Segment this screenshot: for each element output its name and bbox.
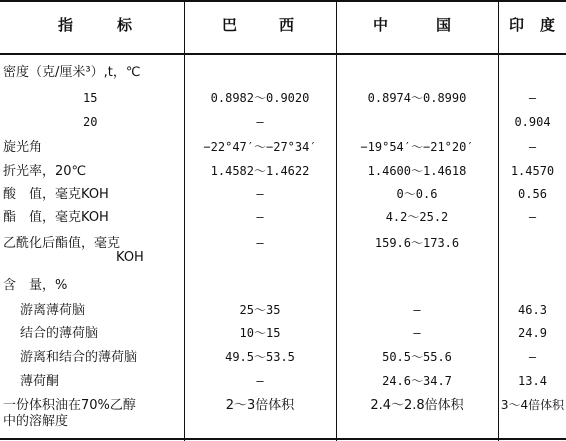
cell-china: 50.5～55.6 xyxy=(382,350,452,364)
cell-brazil: 25～35 xyxy=(239,303,281,317)
row-label-free-menthol: 游离薄荷脑 xyxy=(20,303,86,318)
row-label-density: 密度（克/厘米³）,t，℃ xyxy=(3,65,141,80)
cell-india: — xyxy=(528,350,537,364)
cell-india: 24.9 xyxy=(518,326,547,340)
row-label-refractive-index: 折光率，20℃ xyxy=(3,164,87,179)
row-label-density-20: 20 xyxy=(83,115,98,129)
cell-china: — xyxy=(413,326,421,340)
cell-brazil: — xyxy=(256,374,264,388)
row-label-acetylated-ester: 乙酰化后酯值，毫克 xyxy=(3,236,121,251)
header-china xyxy=(373,18,451,33)
cell-brazil: 1.4582～1.4622 xyxy=(210,164,310,178)
cell-india: 46.3 xyxy=(518,303,547,317)
cell-brazil: −22°47′～−27°34′ xyxy=(203,140,317,154)
table-bottom-rule xyxy=(0,438,566,440)
cell-china: 1.4600～1.4618 xyxy=(367,164,467,178)
cell-brazil: 2～3倍体积 xyxy=(225,398,295,413)
header-china-char: 国 xyxy=(436,16,452,34)
cell-brazil: 49.5～53.5 xyxy=(225,350,295,364)
cell-brazil: — xyxy=(256,187,264,201)
cell-india: 3～4倍体积 xyxy=(500,398,565,412)
header-bottom-rule xyxy=(0,53,566,55)
cell-india: 0.56 xyxy=(518,187,547,201)
row-label-solubility: 一份体积油在70%乙醇 xyxy=(3,398,136,413)
row-label-free-and-bound: 游离和结合的薄荷脑 xyxy=(20,350,138,365)
row-label-solubility-line2: 中的溶解度 xyxy=(3,414,69,429)
cell-china: — xyxy=(413,303,421,317)
cell-brazil: — xyxy=(256,236,264,250)
cell-china: 4.2～25.2 xyxy=(385,210,449,224)
row-label-menthone: 薄荷酮 xyxy=(20,374,60,389)
cell-china: 0～0.6 xyxy=(396,187,438,201)
row-label-density-15: 15 xyxy=(83,91,98,105)
cell-brazil: — xyxy=(256,115,264,129)
header-indicator xyxy=(58,18,132,33)
cell-india: 0.904 xyxy=(514,115,551,129)
row-label-bound-menthol: 结合的薄荷脑 xyxy=(20,326,99,341)
cell-india: — xyxy=(528,91,537,105)
cell-india: — xyxy=(528,140,537,154)
header-brazil-char: 西 xyxy=(279,16,295,34)
header-brazil xyxy=(222,18,294,33)
header-india-char: 印 xyxy=(509,16,525,34)
table-top-rule xyxy=(0,0,566,2)
cell-china: 24.6～34.7 xyxy=(382,374,452,388)
cell-brazil: — xyxy=(256,210,264,224)
cell-india: — xyxy=(528,210,537,224)
cell-india: 1.4570 xyxy=(510,164,555,178)
cell-china: 159.6～173.6 xyxy=(374,236,460,250)
cell-china: −19°54′～−21°20′ xyxy=(360,140,474,154)
row-label-content: 含 量，% xyxy=(3,278,68,293)
header-indicator-char: 指 xyxy=(58,16,74,34)
row-label-optical-rotation: 旋光角 xyxy=(3,140,43,155)
cell-brazil: 10～15 xyxy=(239,326,281,340)
cell-india: 13.4 xyxy=(518,374,547,388)
row-label-acid-value: 酸 值，毫克KOH xyxy=(3,187,109,202)
cell-brazil: 0.8982～0.9020 xyxy=(210,91,310,105)
header-indicator-char: 标 xyxy=(117,16,133,34)
header-india-char: 度 xyxy=(540,16,556,34)
header-india xyxy=(509,18,555,33)
cell-china: 0.8974～0.8990 xyxy=(367,91,467,105)
header-china-char: 中 xyxy=(373,16,389,34)
row-label-acetylated-ester-unit: KOH xyxy=(116,250,144,265)
header-brazil-char: 巴 xyxy=(222,16,238,34)
row-label-ester-value: 酯 值，毫克KOH xyxy=(3,210,109,225)
cell-china: 2.4～2.8倍体积 xyxy=(370,398,464,413)
